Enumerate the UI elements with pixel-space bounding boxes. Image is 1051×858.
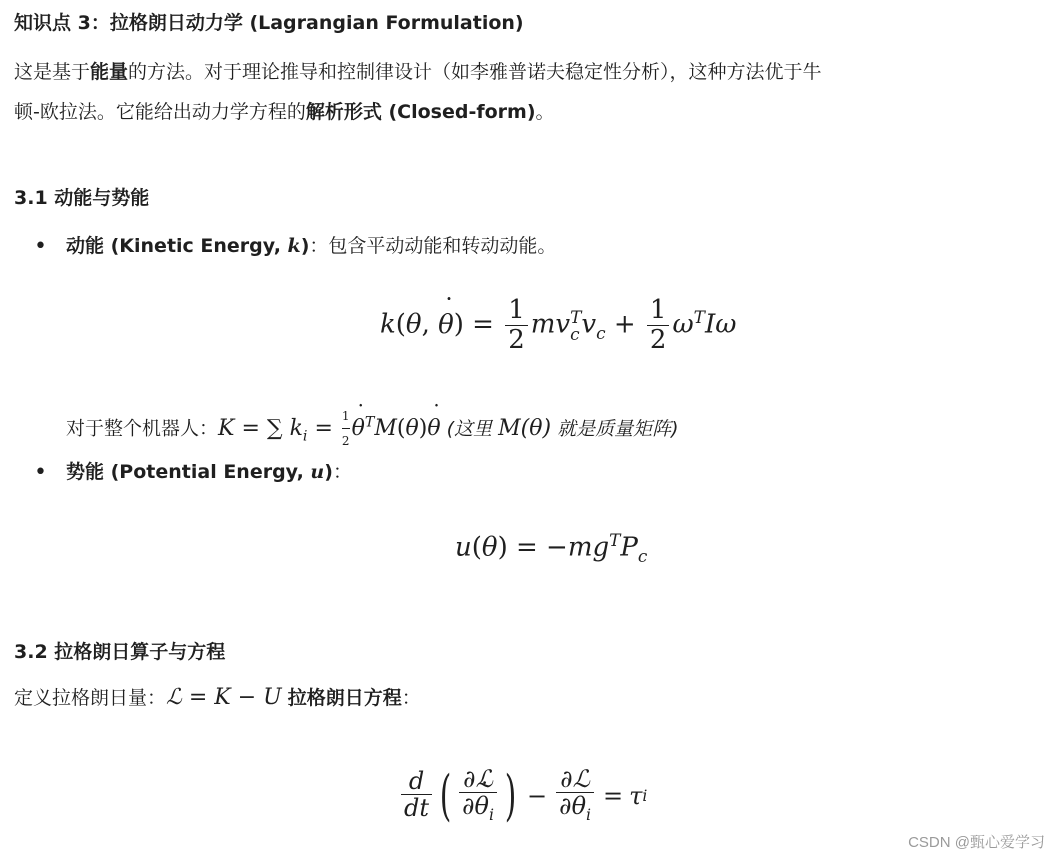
kinetic-equation: k(θ, ˙ θ) = $\frac{1}{2}$ mv T c $v_c$ + $\frac{1}{2}$ $\omega^TI\omega$ [380,296,736,355]
whole-robot-line [66,404,679,453]
mass-matrix-note: (这里 M(θ) 就是质量矩阵) [446,415,679,441]
intro-line-1 [14,60,822,84]
define-prefix: 定义拉格朗日量： [14,687,167,709]
potential-desc: ： [332,461,352,483]
intro-text: 顿-欧拉法。它能给出动力学方程的 [14,101,306,123]
section-title-3-1: 3.1 动能与势能 [14,187,150,209]
intro-text: 这是基于 [14,61,91,83]
bullet-dot: • [34,234,47,259]
kinetic-desc: ：包含平动动能和转动动能。 [309,235,557,257]
potential-label: 势能 (Potential Energy, u) [66,461,333,483]
watermark: CSDN @甄心爱学习 [908,834,1045,851]
colon: ： [401,687,421,709]
lagrangian-definition-line [14,686,421,710]
section-title-3-2: 3.2 拉格朗日算子与方程 [14,641,226,663]
potential-equation: $u(\theta) = -mg^TP_c$ [455,530,648,566]
intro-text: 的方法。对于理论推导和控制律设计（如李雅普诺夫稳定性分析），这种方法优于牛 [128,61,822,83]
kinetic-energy-item [66,234,556,258]
page-title: 知识点 3：拉格朗日动力学 (Lagrangian Formulation) [14,12,524,34]
lagrangian-formula: ℒ = K − U [166,685,282,710]
potential-energy-item [66,460,352,484]
lagrange-equation-label: 拉格朗日方程 [287,687,402,709]
intro-bold-energy: 能量 [90,61,129,83]
kinetic-label: 动能 (Kinetic Energy, k) [66,235,310,257]
intro-text: 。 [535,101,555,123]
intro-bold-closed-form: 解析形式 (Closed-form) [305,101,536,123]
intro-line-2 [14,100,555,124]
whole-robot-prefix: 对于整个机器人： [66,417,219,440]
lagrange-equation: $\frac{d}{dt}$ ( $\frac{\text{∂ℒ}}{\partial˙ \theta_i}$ ) − $\frac{\text{∂ℒ}}{\partial\theta_i}$ = τ i [398,766,647,825]
whole-robot-formula: K = ∑ $k_i$ = $\frac{1}{2}$ ˙ $\theta^TM(\theta)˙$ θ [218,416,441,441]
bullet-dot: • [34,460,47,485]
